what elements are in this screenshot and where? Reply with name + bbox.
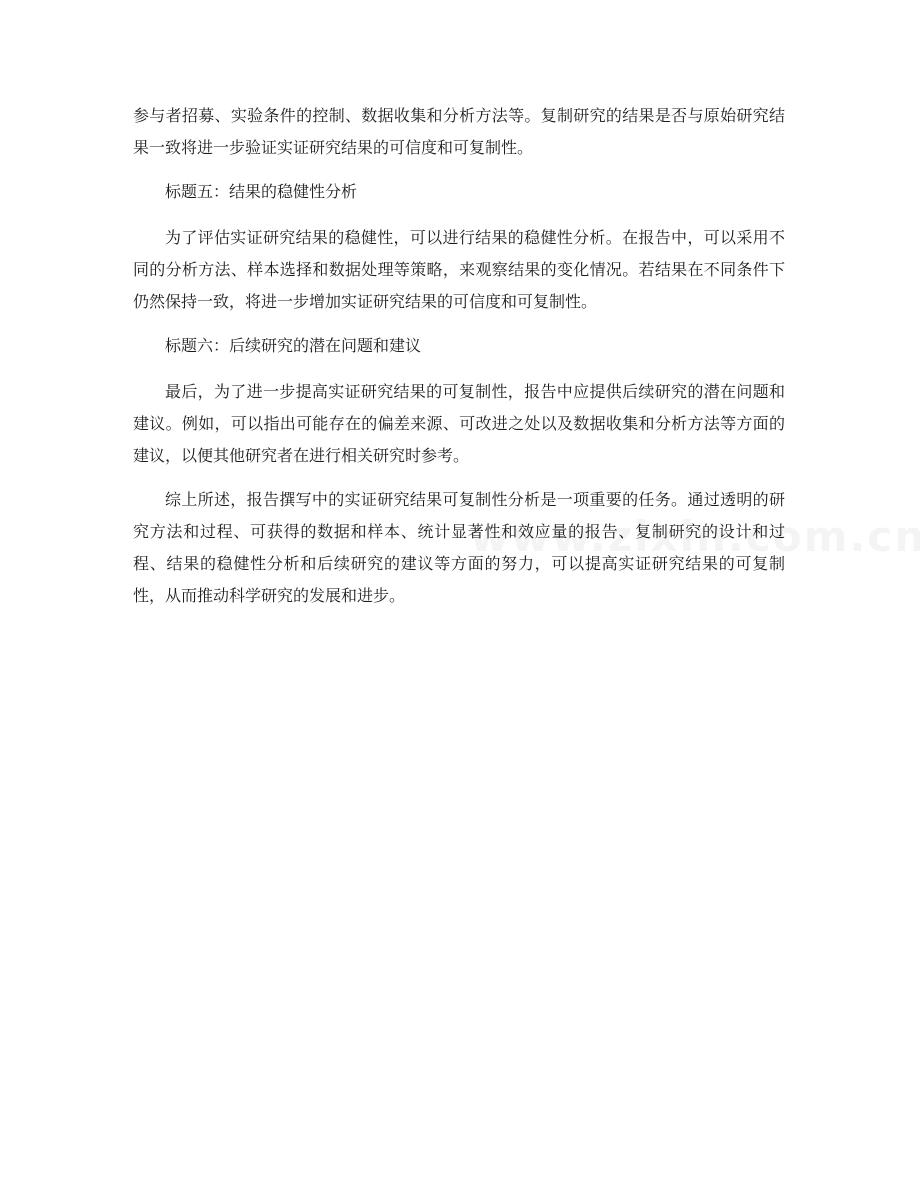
paragraph-robustness: 为了评估实证研究结果的稳健性，可以进行结果的稳健性分析。在报告中，可以采用不同的分析方法、样本选择和数据处理等策略，来观察结果的变化情况。若结果在不同条件下仍然保持一致，将进一步增加实证研究结果的可信度和可复制性。 bbox=[133, 228, 785, 311]
document-body bbox=[133, 100, 785, 612]
spacer bbox=[133, 362, 785, 376]
paragraph-future-research: 最后，为了进一步提高实证研究结果的可复制性，报告中应提供后续研究的潜在问题和建议。例如，可以指出可能存在的偏差来源、可改进之处以及数据收集和分析方法等方面的建议，以便其他研究者在进行相关研究时参考。 bbox=[133, 382, 785, 465]
spacer bbox=[133, 208, 785, 222]
spacer bbox=[133, 318, 785, 330]
paragraph-continuation: 参与者招募、实验条件的控制、数据收集和分析方法等。复制研究的结果是否与原始研究结果一致将进一步验证实证研究结果的可信度和可复制性。 bbox=[133, 106, 785, 157]
spacer bbox=[133, 472, 785, 484]
heading-section-five: 标题五：结果的稳健性分析 bbox=[165, 182, 358, 201]
paragraph-conclusion: 综上所述，报告撰写中的实证研究结果可复制性分析是一项重要的任务。通过透明的研究方法和过程、可获得的数据和样本、统计显著性和效应量的报告、复制研究的设计和过程、结果的稳健性分析和后续研究的建议等方面的努力，可以提高实证研究结果的可复制性，从而推动科学研究的发展和进步。 bbox=[133, 490, 785, 605]
spacer bbox=[133, 164, 785, 176]
heading-section-six: 标题六：后续研究的潜在问题和建议 bbox=[165, 336, 422, 355]
